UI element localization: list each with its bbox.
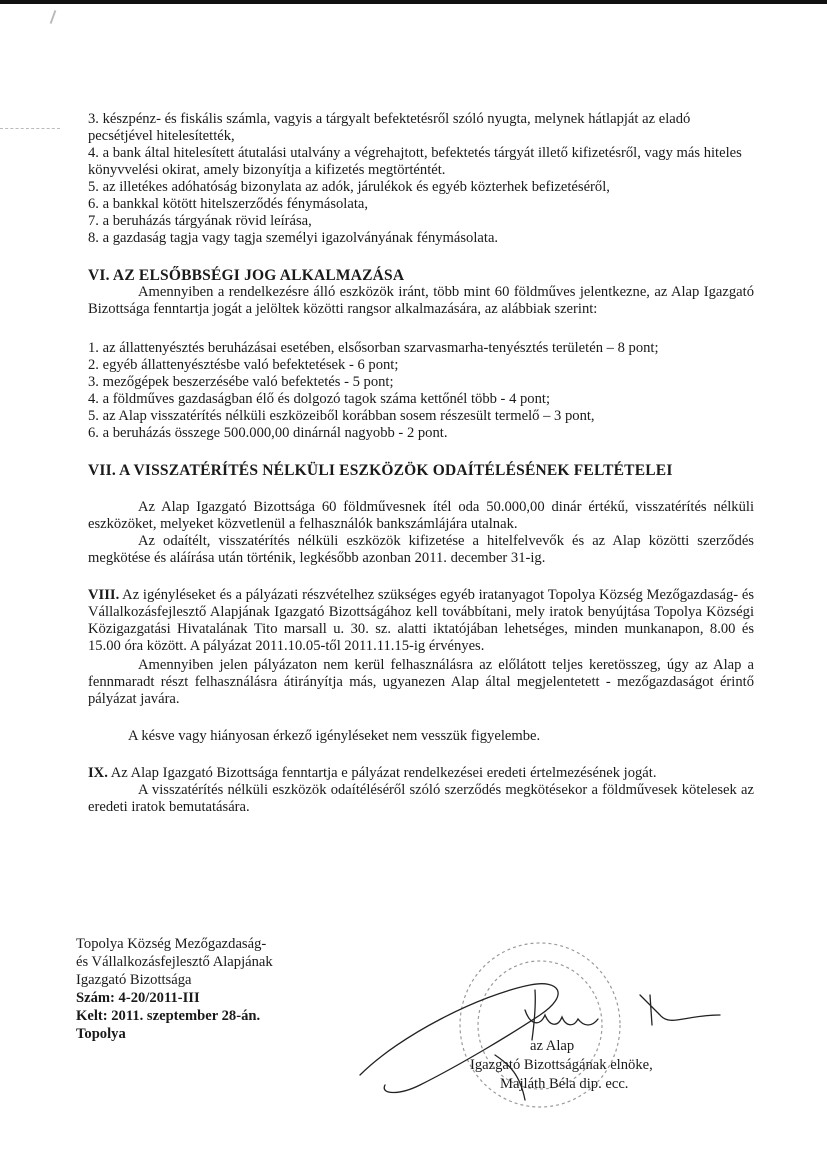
list-item: 6. a bankkal kötött hitelszerződés fénymásolata,: [88, 196, 369, 212]
scan-dash: [0, 128, 60, 129]
list-item: 5. az illetékes adóhatóság bizonylata az adók, járulékok és egyéb közterhek befizetéséről,: [88, 179, 610, 195]
section-7-paragraph-1: Az Alap Igazgató Bizottsága 60 földművesnek ítél oda 50.000,00 dinár értékű, visszatérítés nélküli eszközöket, melyeket közvetlenül a felhasználók bankszámlájára utalnak.: [88, 499, 754, 532]
issuer-block: [76, 935, 356, 1043]
document-date: Kelt: 2011. szeptember 28-án.: [76, 1008, 261, 1024]
signatory-title: Igazgató Bizottságának elnöke,: [470, 1057, 653, 1073]
priority-list: [88, 340, 754, 442]
issuer-line-3: Igazgató Bizottsága: [76, 972, 192, 988]
section-9-text: Az Alap Igazgató Bizottsága fenntartja e pályázat rendelkezései eredeti értelmezésének jogát.: [110, 765, 657, 781]
section-6-heading: VI. AZ ELSŐBBSÉGI JOG ALKALMAZÁSA: [88, 267, 405, 284]
document-number: Szám: 4-20/2011-III: [76, 990, 200, 1006]
scan-top-edge: [0, 0, 827, 4]
list-item: 4. a földműves gazdaságban élő és dolgozó tagok száma kettőnél több - 4 pont;: [88, 391, 551, 407]
list-item: 1. az állattenyésztés beruházásai esetében, elsősorban szarvasmarha-tenyésztés területén – 8 pont;: [88, 340, 659, 356]
section-8-lead: VIII.: [88, 587, 120, 603]
list-item: 4. a bank által hitelesített átutalási utalvány a végrehajtott, befektetés tárgyát illető kifizetésről, vagy más hiteles könyvvelési okirat, amely bizonyítja a kifizetés megtörténtét.: [88, 145, 742, 178]
section-9-paragraph-2: A visszatérítés nélküli eszközök odaítéléséről szóló szerződés megkötésekor a földművesek kötelesek az eredeti iratok bemutatására.: [88, 782, 754, 815]
section-8-text: Az igényléseket és a pályázati részvételhez szükséges egyéb iratanyagot Topolya Község Mezőgazdaság- és Vállalkozásfejlesztő Alapjának Igazgató Bizottságához kell továbbítani, mely iratok benyújtása Topolya Községi Közigazgatási Hivatalának Tito marsall u. 30. sz. alatti iktatójában lehetséges, minden munkanapon, 8.00 és 15.00 óra között. A pályázat 2011.10.05-től 2011.11.15-ig érvényes.: [88, 587, 755, 654]
signatory-name: Majláth Béla dip. ecc.: [500, 1076, 629, 1092]
section-6-intro: Amennyiben a rendelkezésre álló eszközök iránt, több mint 60 földműves jelentkezne, az Alap Igazgató Bizottsága fenntartja jogát a jelöltek közötti rangsor alkalmazására, az alábbiak szerint:: [88, 284, 754, 317]
signatory-line-1: az Alap: [530, 1038, 575, 1054]
section-9-lead: IX.: [88, 765, 108, 781]
section-7-paragraph-2: Az odaítélt, visszatérítés nélküli eszközök kifizetése a hitelfelvevők és az Alap közötti szerződés megkötése és aláírása után történik, legkésőbb azonban 2011. december 31-ig.: [88, 533, 754, 566]
list-item: 5. az Alap visszatérítés nélküli eszközeiből korábban sosem részesült termelő – 3 pont,: [88, 408, 595, 424]
scan-mark: [50, 10, 57, 24]
list-item: 8. a gazdaság tagja vagy tagja személyi igazolványának fénymásolata.: [88, 230, 499, 246]
list-item: 7. a beruházás tárgyának rövid leírása,: [88, 213, 312, 229]
document-place: Topolya: [76, 1026, 126, 1042]
list-item: 2. egyéb állattenyésztésbe való befektetések - 6 pont;: [88, 357, 399, 373]
section-7-heading: VII. A VISSZATÉRÍTÉS NÉLKÜLI ESZKÖZÖK ODAÍTÉLÉSÉNEK FELTÉTELEI: [88, 462, 673, 479]
issuer-line-2: és Vállalkozásfejlesztő Alapjának: [76, 954, 273, 970]
list-item: 3. készpénz- és fiskális számla, vagyis a tárgyalt befektetésről szóló nyugta, melynek hátlapját az eladó pecsétjével hitelesítették,: [88, 111, 691, 144]
section-8-paragraph-1: [88, 587, 754, 655]
list-item: 6. a beruházás összege 500.000,00 dinárnál nagyobb - 2 pont.: [88, 425, 448, 441]
signatory-block: [440, 1037, 720, 1094]
required-documents-list: [88, 111, 754, 247]
section-9-paragraph-1: [88, 765, 754, 782]
issuer-line-1: Topolya Község Mezőgazdaság-: [76, 936, 267, 952]
document-body: [88, 103, 754, 816]
section-8-paragraph-3: A késve vagy hiányosan érkező igényléseket nem vesszük figyelembe.: [128, 728, 541, 744]
section-8-paragraph-2: Amennyiben jelen pályázaton nem kerül felhasználásra az előlátott teljes keretösszeg, úgy az Alap a fennmaradt részt felhasználásra átirányítja más, ugyanezen Alap által megjelentetett - mezőgazdaságot érintő pályázat javára.: [88, 657, 754, 707]
list-item: 3. mezőgépek beszerzésébe való befektetés - 5 pont;: [88, 374, 394, 390]
